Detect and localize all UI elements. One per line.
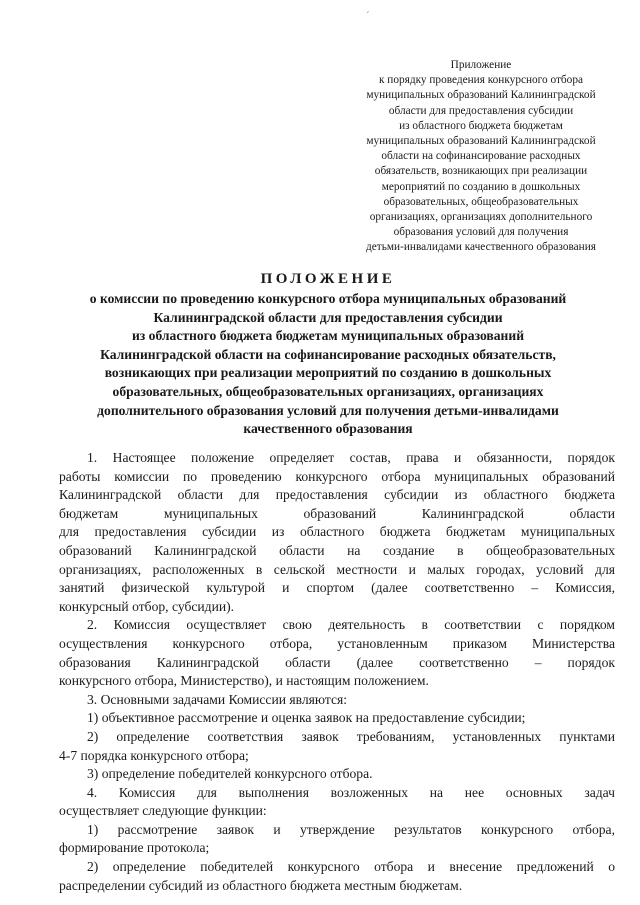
appendix-line: муниципальных образований Калининградской	[366, 89, 596, 102]
body-line: осуществляет следующие функции:	[59, 803, 267, 819]
body-line: 4. Комиссия для выполнения возложенных на нее основных задач	[87, 784, 615, 800]
appendix-line: мероприятий по созданию в дошкольных	[381, 180, 581, 193]
appendix-line: образования условий для получения	[393, 226, 569, 239]
document-subtitle-line: образовательных, общеобразовательных организациях, организациях	[112, 383, 544, 399]
body-line: 2. Комиссия осуществляет свою деятельность в соответствии с порядком	[87, 617, 615, 633]
appendix-line: области на софинансирование расходных	[381, 150, 581, 163]
body-line: занятий физической культурой и спортом (далее соответственно – Комиссия,	[59, 580, 615, 596]
document-body	[59, 449, 615, 895]
body-line: 2) определение победителей конкурсного отбора и внесение предложений о	[87, 859, 615, 875]
body-line: 1) рассмотрение заявок и утверждение результатов конкурсного отбора,	[87, 821, 615, 837]
body-line: осуществления конкурсного отбора, установленным приказом Министерства	[59, 635, 615, 651]
document-title: ПОЛОЖЕНИЕ	[260, 271, 396, 287]
body-line: бюджетам муниципальных образований Калининградской области	[59, 505, 615, 521]
body-line: 2) определение соответствия заявок требованиям, установленных пунктами	[87, 728, 615, 744]
document-subtitle-line: о комиссии по проведению конкурсного отбора муниципальных образований	[89, 291, 567, 306]
appendix-line: детьми-инвалидами качественного образования	[366, 241, 596, 254]
document-subtitle-line: Калининградской области на софинансирование расходных обязательств,	[100, 346, 556, 362]
appendix-line: муниципальных образований Калининградской	[366, 135, 596, 148]
body-line: конкурсный отбор, субсидии).	[59, 598, 235, 614]
body-line: формирование протокола;	[59, 840, 210, 856]
body-line: 3) определение победителей конкурсного отбора.	[87, 766, 373, 782]
body-line: Калининградской области для предоставления субсидии из областного бюджета	[59, 487, 615, 503]
appendix-line: образовательных, общеобразовательных	[383, 195, 579, 208]
appendix-line: обязательств, возникающих при реализации	[374, 165, 588, 178]
appendix-line: области для предоставления субсидии	[388, 104, 574, 117]
document-subtitle-line: возникающих при реализации мероприятий по созданию в дошкольных	[104, 365, 552, 381]
body-line: 1) объективное рассмотрение и оценка заявок на предоставление субсидии;	[87, 710, 526, 726]
body-line: образования Калининградской области (далее соответственно – порядок	[59, 654, 615, 670]
body-line: конкурсного отбора, Министерство), и настоящим положением.	[59, 673, 429, 689]
document-subtitle-line: дополнительного образования условий для получения детьми-инвалидами	[97, 402, 559, 418]
document-subtitle-line: из областного бюджета бюджетам муниципальных образований	[131, 328, 525, 344]
body-line: образований Калининградской области на создание в общеобразовательных	[59, 542, 615, 558]
scan-mark: ´	[366, 10, 370, 22]
appendix-line: к порядку проведения конкурсного отбора	[378, 74, 583, 87]
body-line: организациях, расположенных в сельской местности и малых городах, условий для	[59, 561, 615, 577]
body-line: 3. Основными задачами Комиссии являются:	[87, 691, 348, 707]
appendix-line: из областного бюджета бюджетам	[399, 119, 563, 132]
body-line: распределении субсидий из областного бюджета местным бюджетам.	[59, 877, 463, 893]
body-line: 4-7 порядка конкурсного отбора;	[59, 747, 249, 763]
title-block	[40, 270, 616, 439]
appendix-line: Приложение	[450, 59, 512, 71]
appendix-line: организациях, организациях дополнительного	[369, 211, 593, 224]
appendix-header	[340, 58, 622, 256]
body-line: для предоставления субсидии из областного бюджета бюджетам муниципальных	[59, 524, 615, 540]
body-line: 1. Настоящее положение определяет состав, права и обязанности, порядок	[87, 450, 615, 465]
body-line: работы комиссии по проведению конкурсного отбора муниципальных образований	[59, 468, 615, 484]
document-subtitle-line: Калининградской области для предоставления субсидии	[153, 309, 503, 325]
document-subtitle-line: качественного образования	[243, 421, 413, 437]
